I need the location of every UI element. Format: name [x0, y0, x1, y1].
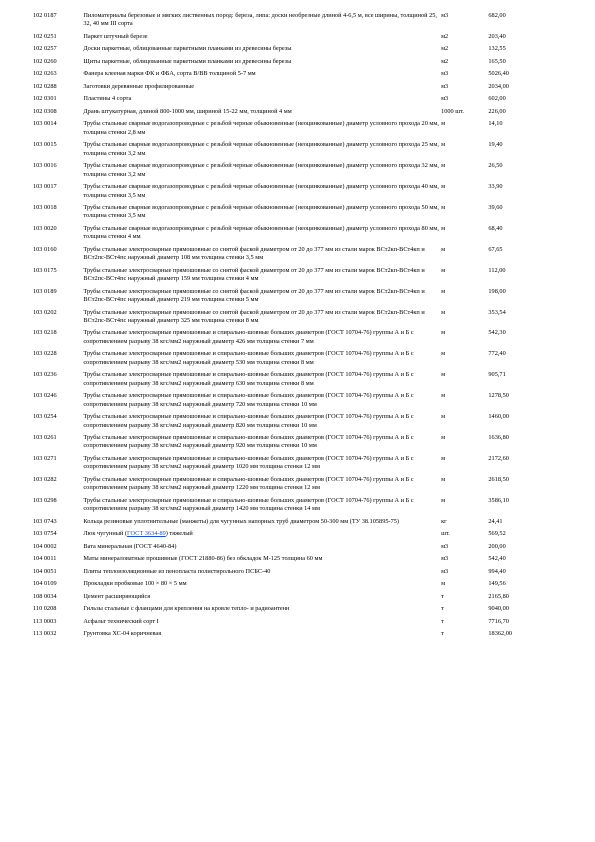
row-code: 103 0017 [33, 183, 57, 191]
table-row [33, 455, 563, 476]
row-name-suffix: ) тяжелый [165, 530, 193, 538]
row-name: Трубы стальные электросварные прямошовные и спирально-шовные больших диаметров (ГОСТ 10704-76) группы А и Б с сопротивлением разрыву 38 кгс/мм2 наружный диаметр 426 мм толщина стенки 7 мм [83, 329, 414, 345]
row-price: 7716,70 [488, 617, 509, 625]
row-code: 113 0003 [33, 617, 57, 625]
row-price: 203,40 [488, 32, 506, 40]
table-row [33, 605, 563, 618]
row-name: Гильзы стальные с фланцами для крепления на кровле тепло- и радиоантенн [83, 605, 290, 613]
row-unit: м [441, 496, 446, 504]
table-row [33, 162, 563, 183]
row-code: 102 0260 [33, 57, 57, 65]
row-code: 103 0228 [33, 350, 57, 358]
row-name: Пластины 4 сорта [83, 95, 132, 103]
row-name: Трубы стальные электросварные прямошовные со снятой фаской диаметром от 20 до 377 мм из стали марок ВСт2кп-ВСт4кп и ВСт2пс-ВСт4пс наружный диаметр 159 мм толщина стенки 4 мм [83, 266, 425, 283]
row-price: 2172,60 [488, 454, 509, 462]
row-price: 26,50 [488, 162, 503, 170]
row-unit: м3 [441, 567, 449, 575]
row-unit: т [441, 617, 444, 625]
table-row [33, 518, 563, 531]
row-unit: 1000 шт. [441, 107, 464, 115]
row-name: Трубы стальные сварные водогазопроводные с резьбой черные обыкновенные (неоцинкованные) диаметр условного прохода 40 мм, толщина стенки 3,5 мм [83, 183, 439, 199]
row-name: Вата минеральная (ГОСТ 4640-84) [83, 542, 177, 550]
row-unit: м3 [441, 555, 449, 563]
gost-link[interactable]: ГОСТ 3634-89 [127, 530, 166, 538]
row-price: 198,00 [488, 287, 506, 295]
row-price: 905,71 [488, 371, 506, 379]
row-unit: м [441, 162, 446, 170]
row-name: Дрань штукатурная, длиной 800-1000 мм, шириной 15-22 мм, толщиной 4 мм [83, 107, 292, 115]
row-name: Трубы стальные сварные водогазопроводные с резьбой черные обыкновенные (неоцинкованные) диаметр условного прохода 20 мм, толщина стенки 2,8 мм [83, 120, 439, 136]
table-row [33, 120, 563, 141]
row-name: Пиломатериалы березовые и мягких лиственных пород: береза, липа: доски необрезные длиной 4-6,5 м, все ширины, толщиной 25, 32, 40 мм III сорта [83, 12, 437, 28]
row-name: Трубы стальные электросварные прямошовные и спирально-шовные больших диаметров (ГОСТ 10704-76) группы А и Б с сопротивлением разрыву 38 кгс/мм2 наружный диаметр 1220 мм толщина стенки 12 мм [83, 475, 414, 492]
row-code: 103 0246 [33, 392, 57, 400]
row-code: 103 0020 [33, 224, 57, 232]
row-price: 1636,80 [488, 434, 509, 441]
row-code: 110 0208 [33, 605, 57, 613]
row-unit: м [441, 287, 446, 295]
table-row [33, 350, 563, 371]
table-row [33, 392, 563, 413]
table-row [33, 83, 563, 96]
row-unit: м [441, 224, 446, 232]
row-code: 104 0051 [33, 567, 57, 575]
row-price: 682,00 [488, 12, 506, 19]
row-code: 102 0288 [33, 82, 57, 90]
row-name: Грунтовка ХС-04 коричневая [83, 630, 162, 638]
row-unit: м [441, 454, 446, 462]
row-code: 113 0032 [33, 630, 57, 638]
row-code: 103 0016 [33, 162, 57, 170]
row-code: 103 0298 [33, 496, 57, 504]
row-price: 772,40 [488, 350, 506, 358]
row-name: Паркет штучный березе [83, 32, 148, 40]
row-unit: м [441, 580, 446, 588]
row-price: 14,10 [488, 120, 503, 128]
table-row [33, 95, 563, 108]
row-unit: м [441, 120, 446, 128]
row-price: 5026,40 [488, 70, 509, 78]
row-price: 2618,50 [488, 475, 509, 483]
row-price: 19,40 [488, 141, 503, 149]
row-unit: м [441, 413, 446, 421]
row-price: 602,00 [488, 95, 506, 103]
row-code: 102 0187 [33, 12, 57, 19]
table-row [33, 329, 563, 350]
table-row [33, 580, 563, 593]
row-name: Трубы стальные сварные водогазопроводные с резьбой черные обыкновенные (неоцинкованные) диаметр условного прохода 25 мм, толщина стенки 3,2 мм [83, 141, 439, 157]
row-unit: м3 [441, 82, 449, 90]
table-row [33, 183, 563, 204]
row-unit: м3 [441, 70, 449, 78]
row-name: Трубы стальные электросварные прямошовные со снятой фаской диаметром от 20 до 377 мм из стали марок ВСт2кп-ВСт4кп и ВСт2пс-ВСт4пс наружный диаметр 108 мм толщина стенки 3,5 мм [83, 245, 425, 262]
table-row [33, 434, 563, 455]
row-price: 200,00 [488, 542, 506, 550]
row-price: 569,52 [488, 530, 506, 538]
table-row [33, 141, 563, 162]
row-code: 102 0257 [33, 45, 57, 53]
table-row [33, 593, 563, 606]
row-name: Трубы стальные электросварные прямошовные со снятой фаской диаметром от 20 до 377 мм из стали марок ВСт2кп-ВСт4кп и ВСт2пс-ВСт4пс наружный диаметр 219 мм толщина стенки 5 мм [83, 287, 425, 304]
row-name-prefix: Люк чугунный ( [83, 530, 128, 538]
row-price: 1278,50 [488, 392, 509, 400]
row-name: Трубы стальные сварные водогазопроводные с резьбой черные обыкновенные (неоцинкованные) диаметр условного прохода 32 мм, толщина стенки 3,2 мм [83, 162, 439, 178]
table-row [33, 45, 563, 58]
row-unit: шт. [441, 530, 450, 538]
table-row [33, 108, 563, 121]
row-code: 102 0251 [33, 32, 57, 40]
row-code: 104 0002 [33, 542, 57, 550]
row-code: 103 0754 [33, 530, 57, 538]
row-code: 103 0236 [33, 371, 57, 379]
row-name: Трубы стальные электросварные прямошовные и спирально-шовные больших диаметров (ГОСТ 10704-76) группы А и Б с сопротивлением разрыву 38 кгс/мм2 наружный диаметр 920 мм толщина стенки 10 мм [83, 434, 414, 450]
row-name: Трубы стальные сварные водогазопроводные с резьбой черные обыкновенные (неоцинкованные) диаметр условного прохода 50 мм, толщина стенки 3,5 мм [83, 204, 439, 220]
row-unit: м [441, 308, 446, 316]
price-table [33, 12, 563, 643]
price-table-body [33, 12, 563, 643]
row-price: 353,54 [488, 308, 506, 316]
row-name: Плиты теплоизоляционные из пенопласта полистирольного ПСБС-40 [83, 567, 271, 575]
table-row [33, 58, 563, 71]
row-price: 149,56 [488, 580, 506, 588]
row-price: 68,40 [488, 224, 503, 232]
row-unit: м [441, 141, 446, 149]
table-row [33, 12, 563, 33]
table-row [33, 225, 563, 246]
row-unit: м3 [441, 542, 449, 550]
row-unit: м [441, 245, 446, 253]
row-name: Трубы стальные электросварные прямошовные и спирально-шовные больших диаметров (ГОСТ 10704-76) группы А и Б с сопротивлением разрыву 38 кгс/мм2 наружный диаметр 720 мм толщина стенки 10 мм [83, 392, 414, 408]
row-code: 103 0189 [33, 287, 57, 295]
row-name: Асфальт технический сорт I [83, 617, 159, 625]
row-price: 542,40 [488, 555, 506, 563]
row-code: 104 0109 [33, 580, 57, 588]
table-row [33, 476, 563, 497]
row-unit: м2 [441, 57, 449, 65]
row-name: Заготовки деревянные профилированные [83, 82, 195, 90]
row-price: 33,90 [488, 183, 503, 191]
row-name: Маты минераловатные прошивные (ГОСТ 21880-86) без обкладок М-125 толщина 60 мм [83, 555, 323, 563]
table-row [33, 568, 563, 581]
table-row [33, 246, 563, 267]
row-price: 3586,10 [488, 496, 509, 504]
row-name: Кольца резиновые уплотнительные (манжеты) для чугунных напорных труб диаметром 50-300 мм (ТУ 38.105895-75) [83, 517, 399, 525]
row-price: 67,65 [488, 245, 503, 253]
row-price: 2165,80 [488, 592, 509, 600]
row-price: 39,60 [488, 204, 503, 212]
row-code: 103 0202 [33, 308, 57, 316]
row-price: 1460,00 [488, 413, 509, 421]
row-unit: т [441, 605, 444, 613]
row-code: 108 0034 [33, 592, 57, 600]
table-row [33, 543, 563, 556]
row-code: 102 0308 [33, 107, 57, 115]
table-row [33, 630, 563, 643]
table-row [33, 288, 563, 309]
row-unit: м [441, 434, 446, 441]
row-name: Щиты паркетные, облицованные паркетными планками из древесины березы [83, 57, 292, 65]
row-name: Трубы стальные электросварные прямошовные и спирально-шовные больших диаметров (ГОСТ 10704-76) группы А и Б с сопротивлением разрыву 38 кгс/мм2 наружный диаметр 530 мм толщина стенки 8 мм [83, 350, 414, 366]
row-code: 104 0011 [33, 555, 57, 563]
row-name: Трубы стальные сварные водогазопроводные с резьбой черные обыкновенные (неоцинкованные) диаметр условного прохода 80 мм, толщина стенки 4 мм [83, 224, 439, 241]
row-price: 994,40 [488, 567, 506, 575]
row-code: 103 0743 [33, 517, 57, 525]
table-row [33, 371, 563, 392]
table-row [33, 267, 563, 288]
row-unit: м2 [441, 32, 449, 40]
row-price: 165,50 [488, 57, 506, 65]
row-name [83, 530, 441, 543]
row-unit: м [441, 329, 446, 337]
row-code: 102 0263 [33, 70, 57, 78]
row-name: Трубы стальные электросварные прямошовные и спирально-шовные больших диаметров (ГОСТ 10704-76) группы А и Б с сопротивлением разрыву 38 кгс/мм2 наружный диаметр 1020 мм толщина стенки 12 мм [83, 454, 414, 471]
row-name: Прокладки пробковые 100 × 80 × 5 мм [83, 580, 187, 588]
row-unit: м [441, 183, 446, 191]
row-code: 103 0218 [33, 329, 57, 337]
table-row [33, 618, 563, 631]
row-unit: м2 [441, 45, 449, 53]
row-price: 226,00 [488, 107, 506, 115]
row-code: 103 0014 [33, 120, 57, 128]
table-row [33, 530, 563, 543]
table-row [33, 309, 563, 330]
row-code: 103 0160 [33, 245, 57, 253]
row-unit: м [441, 204, 446, 212]
row-code: 103 0015 [33, 141, 57, 149]
row-price: 24,41 [488, 517, 503, 525]
table-row [33, 497, 563, 518]
row-code: 103 0175 [33, 266, 57, 274]
row-code: 103 0282 [33, 475, 57, 483]
table-row [33, 555, 563, 568]
row-unit: м [441, 475, 446, 483]
row-price: 112,00 [488, 266, 506, 274]
row-unit: т [441, 630, 444, 638]
row-name: Трубы стальные электросварные прямошовные и спирально-шовные больших диаметров (ГОСТ 10704-76) группы А и Б с сопротивлением разрыву 38 кгс/мм2 наружный диаметр 820 мм толщина стенки 10 мм [83, 413, 414, 429]
table-row [33, 33, 563, 46]
row-unit: м [441, 371, 446, 379]
table-row [33, 413, 563, 434]
row-name: Доски паркетные, облицованные паркетными планками из древесины березы [83, 45, 292, 53]
row-unit: м3 [441, 12, 449, 19]
row-unit: т [441, 592, 444, 600]
row-code: 103 0254 [33, 413, 57, 421]
row-price: 18362,00 [488, 630, 513, 638]
row-name: Трубы стальные электросварные прямошовные и спирально-шовные больших диаметров (ГОСТ 10704-76) группы А и Б с сопротивлением разрыву 38 кгс/мм2 наружный диаметр 1420 мм толщина стенки 14 мм [83, 496, 414, 513]
row-code: 103 0018 [33, 204, 57, 212]
row-price: 9040,00 [488, 605, 509, 613]
row-code: 103 0261 [33, 434, 57, 441]
table-row [33, 204, 563, 225]
row-name: Трубы стальные электросварные прямошовные и спирально-шовные больших диаметров (ГОСТ 10704-76) группы А и Б с сопротивлением разрыву 38 кгс/мм2 наружный диаметр 630 мм толщина стенки 8 мм [83, 371, 414, 387]
row-unit: м [441, 266, 446, 274]
row-unit: м [441, 350, 446, 358]
table-row [33, 70, 563, 83]
row-price: 542,30 [488, 329, 506, 337]
row-code: 103 0271 [33, 454, 57, 462]
row-name: Фанера клееная марки ФК и ФБА, сорта В/ВВ толщиной 5-7 мм [83, 70, 256, 78]
row-name: Трубы стальные электросварные прямошовные со снятой фаской диаметром от 20 до 377 мм из стали марок ВСт2кп-ВСт4кп и ВСт2пс-ВСт4пс наружный диаметр 325 мм толщина стенки 8 мм [83, 308, 425, 324]
row-price: 132,55 [488, 45, 506, 53]
row-name: Цемент расширяющийся [83, 592, 151, 600]
row-unit: м3 [441, 95, 449, 103]
row-code: 102 0301 [33, 95, 57, 103]
row-unit: м [441, 392, 446, 400]
row-unit: кг [441, 517, 447, 525]
row-price: 2034,00 [488, 82, 509, 90]
